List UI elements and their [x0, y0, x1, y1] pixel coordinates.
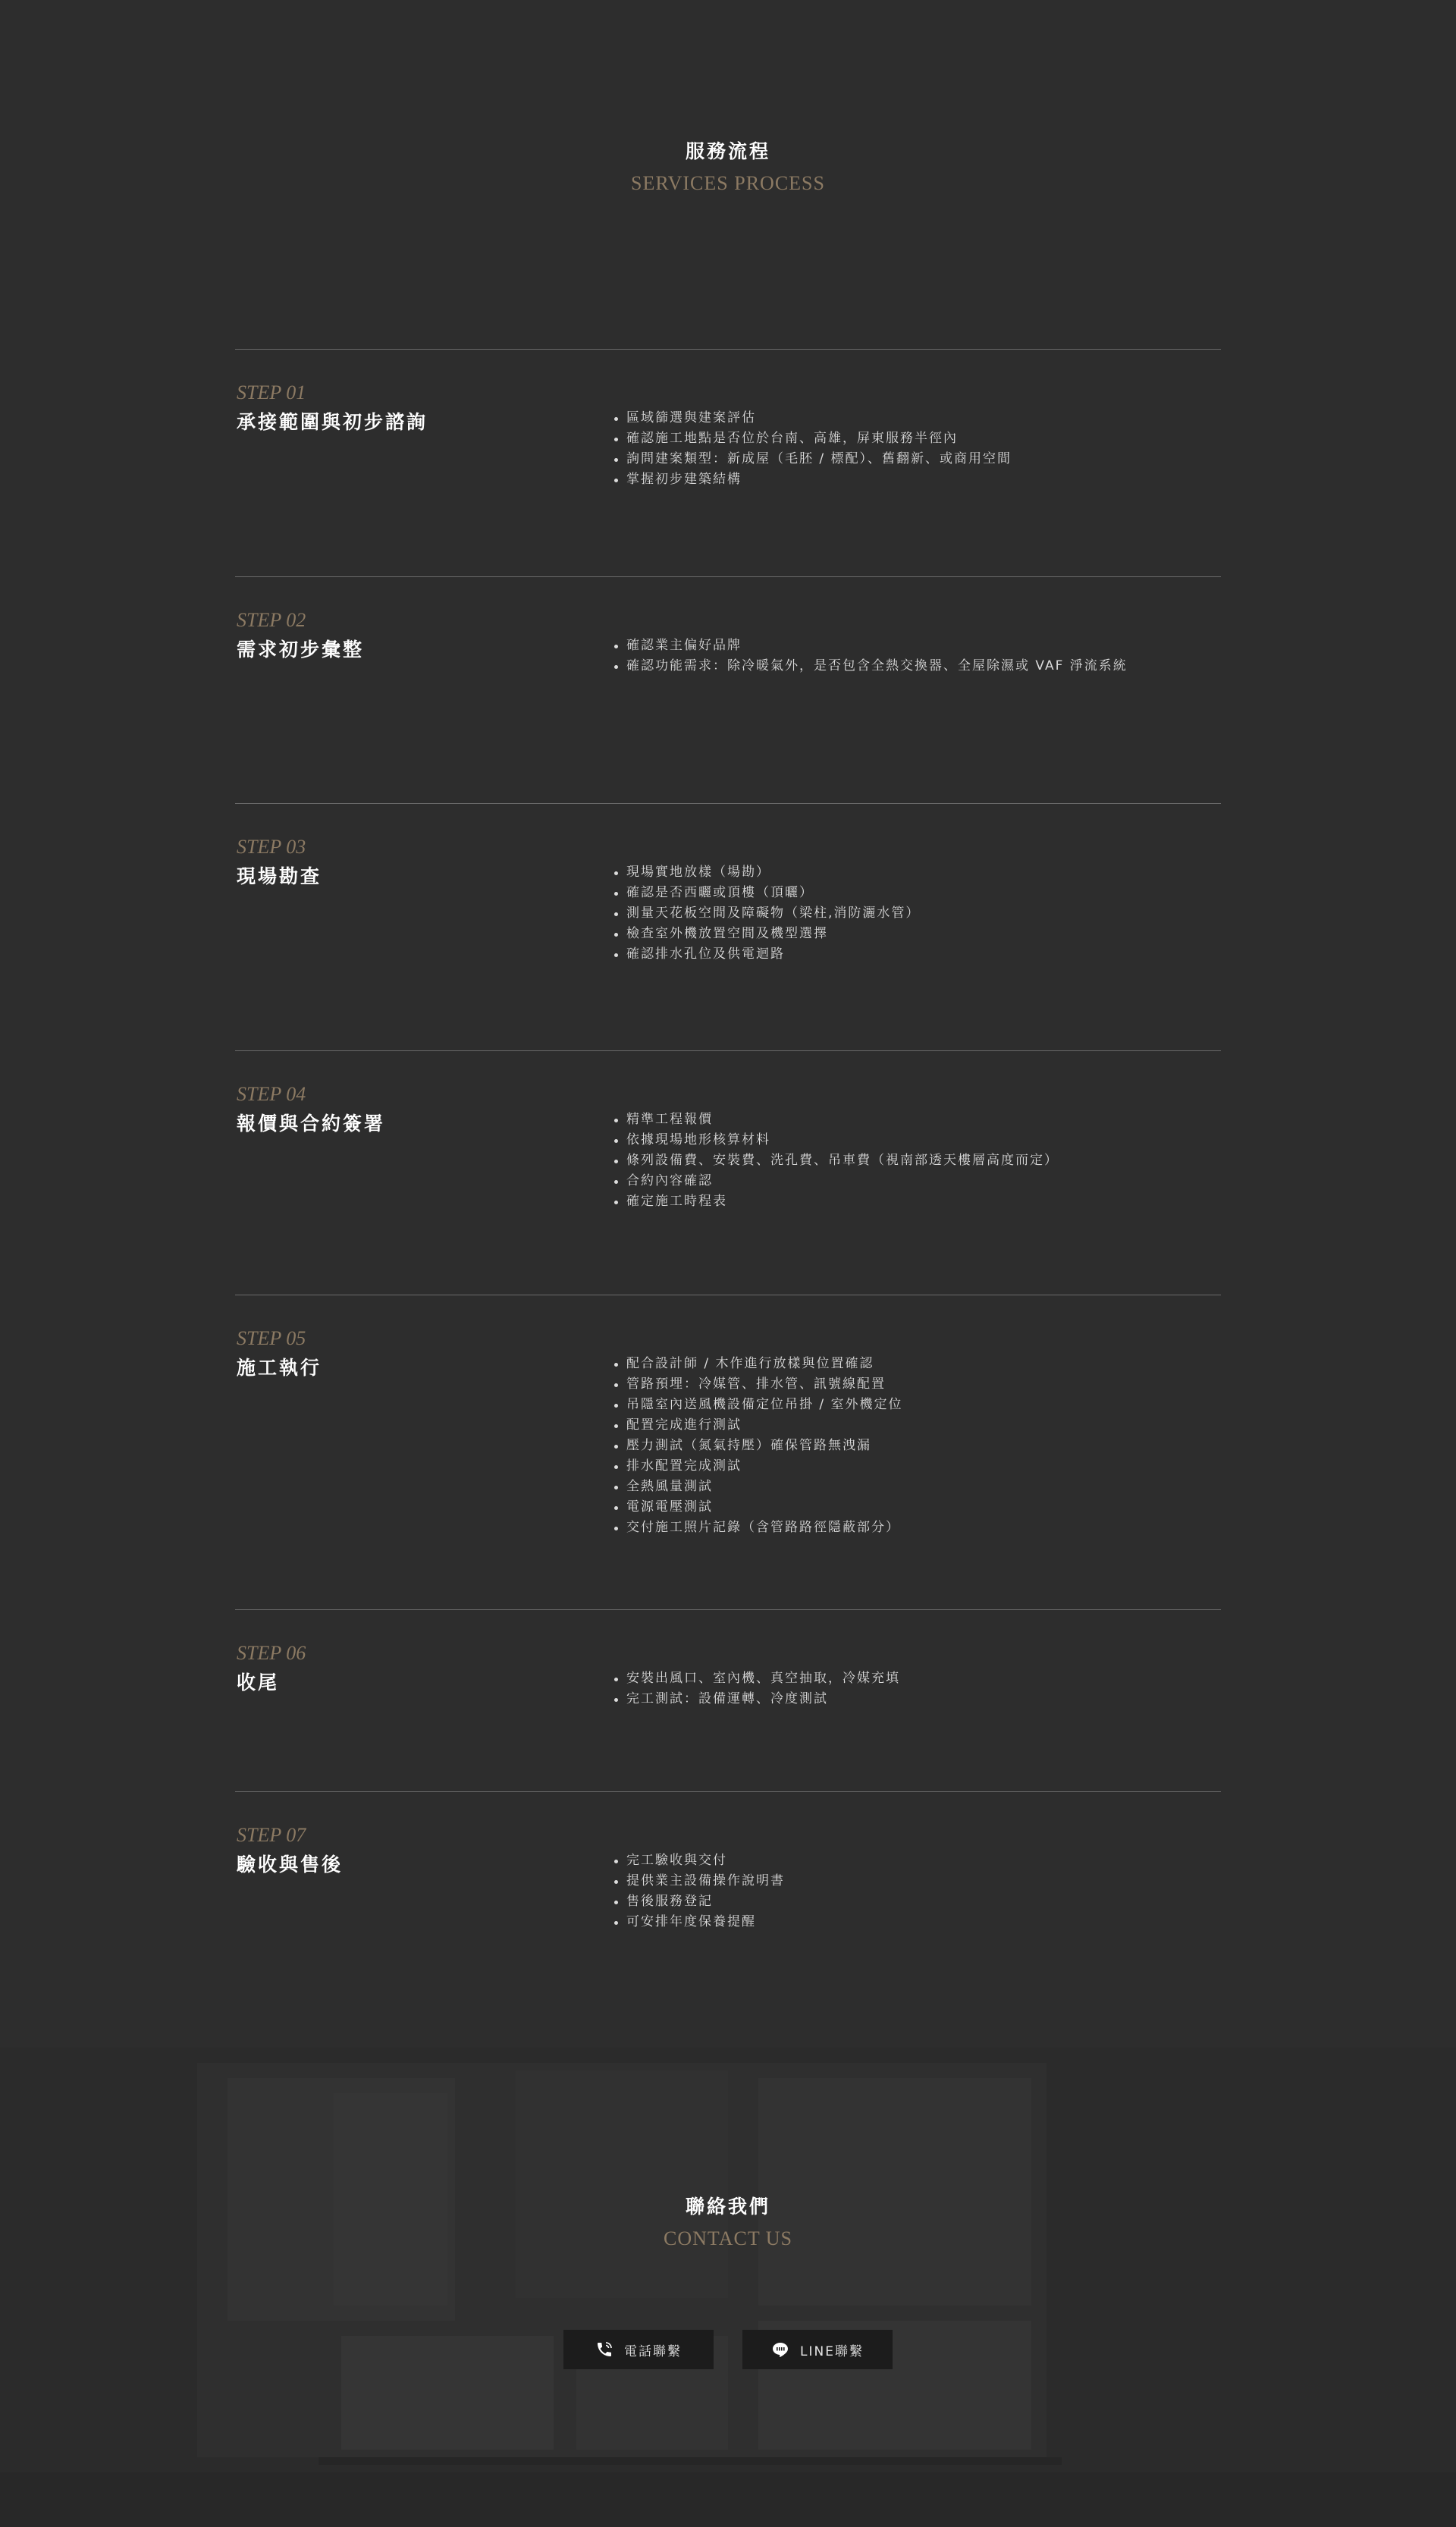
list-item: 區域篩選與建案評估 — [613, 408, 1012, 428]
list-item: 配置完成進行測試 — [613, 1415, 903, 1436]
step-label: STEP 06 — [237, 1642, 306, 1664]
list-item: 確認施工地點是否位於台南、高雄，屏東服務半徑內 — [613, 428, 1012, 449]
list-item: 確認是否西曬或頂樓（頂曬） — [613, 883, 920, 903]
contact-background-image — [0, 2048, 1456, 2527]
step-title: 承接範圍與初步諮詢 — [237, 411, 428, 433]
phone-button-label: 電話聯繫 — [624, 2343, 682, 2359]
step-title: 施工執行 — [237, 1357, 322, 1379]
list-item: 安裝出風口、室內機、真空抽取，冷媒充填 — [613, 1668, 900, 1689]
list-item: 完工測試：設備運轉、冷度測試 — [613, 1689, 900, 1709]
step-items — [613, 408, 1012, 490]
list-item: 確認排水孔位及供電迴路 — [613, 944, 920, 965]
list-item: 精準工程報價 — [613, 1110, 1059, 1130]
step-label: STEP 04 — [237, 1083, 306, 1105]
line-chat-icon — [771, 2340, 789, 2359]
step-title: 驗收與售後 — [237, 1854, 344, 1876]
list-item: 測量天花板空間及障礙物（梁柱,消防灑水管） — [613, 903, 920, 924]
line-button-label: LINE聯繫 — [800, 2343, 864, 2359]
step-items — [613, 1354, 903, 1538]
list-item: 條列設備費、安裝費、洗孔費、吊車費（視南部透天樓層高度而定） — [613, 1150, 1059, 1171]
services-process-header — [0, 137, 1456, 200]
list-item: 完工驗收與交付 — [613, 1851, 785, 1871]
step-items — [613, 862, 920, 965]
list-item: 現場實地放樣（場勘） — [613, 862, 920, 883]
list-item: 檢查室外機放置空間及機型選擇 — [613, 924, 920, 944]
contact-section — [0, 2048, 1456, 2527]
step-7 — [235, 1791, 1221, 2020]
step-label: STEP 05 — [237, 1327, 306, 1349]
contact-buttons — [0, 2330, 1456, 2369]
step-title: 報價與合約簽署 — [237, 1113, 386, 1135]
list-item: 確認功能需求：除冷暖氣外，是否包含全熱交換器、全屋除濕或 VAF 淨流系統 — [613, 656, 1128, 676]
contact-title: 聯絡我們 — [685, 2196, 770, 2218]
step-5 — [235, 1295, 1221, 1610]
step-6 — [235, 1609, 1221, 1792]
step-items — [613, 1110, 1059, 1212]
phone-contact-button[interactable] — [563, 2330, 714, 2369]
contact-subtitle: CONTACT US — [664, 2227, 792, 2249]
list-item: 吊隱室內送風機設備定位吊掛 / 室外機定位 — [613, 1395, 903, 1415]
list-item: 交付施工照片記錄（含管路路徑隱蔽部分） — [613, 1518, 903, 1538]
step-label: STEP 01 — [237, 381, 306, 403]
step-label: STEP 02 — [237, 609, 306, 631]
list-item: 全熱風量測試 — [613, 1477, 903, 1497]
step-label: STEP 07 — [237, 1824, 306, 1846]
contact-header — [0, 2192, 1456, 2255]
list-item: 掌握初步建築結構 — [613, 469, 1012, 490]
step-title: 現場勘查 — [237, 865, 322, 887]
phone-icon — [595, 2340, 613, 2359]
section-subtitle: SERVICES PROCESS — [631, 172, 825, 194]
list-item: 排水配置完成測試 — [613, 1456, 903, 1477]
list-item: 合約內容確認 — [613, 1171, 1059, 1191]
list-item: 配合設計師 / 木作進行放樣與位置確認 — [613, 1354, 903, 1374]
list-item: 提供業主設備操作說明書 — [613, 1871, 785, 1891]
step-title: 需求初步彙整 — [237, 639, 365, 661]
step-label: STEP 03 — [237, 836, 306, 858]
list-item: 詢問建案類型：新成屋（毛胚 / 標配）、舊翻新、或商用空間 — [613, 449, 1012, 469]
line-contact-button[interactable] — [742, 2330, 893, 2369]
list-item: 確認業主偏好品牌 — [613, 636, 1128, 656]
step-3 — [235, 803, 1221, 1051]
step-items — [613, 1668, 900, 1709]
step-2 — [235, 576, 1221, 805]
step-items — [613, 1851, 785, 1932]
list-item: 管路預埋：冷媒管、排水管、訊號線配置 — [613, 1374, 903, 1395]
list-item: 確定施工時程表 — [613, 1191, 1059, 1212]
list-item: 售後服務登記 — [613, 1891, 785, 1912]
step-4 — [235, 1050, 1221, 1295]
step-items — [613, 636, 1128, 676]
list-item: 電源電壓測試 — [613, 1497, 903, 1518]
section-title: 服務流程 — [685, 140, 770, 162]
list-item: 依據現場地形核算材料 — [613, 1130, 1059, 1150]
list-item: 壓力測試（氮氣持壓）確保管路無洩漏 — [613, 1436, 903, 1456]
step-title: 收尾 — [237, 1672, 280, 1694]
step-1 — [235, 349, 1221, 577]
list-item: 可安排年度保養提醒 — [613, 1912, 785, 1932]
